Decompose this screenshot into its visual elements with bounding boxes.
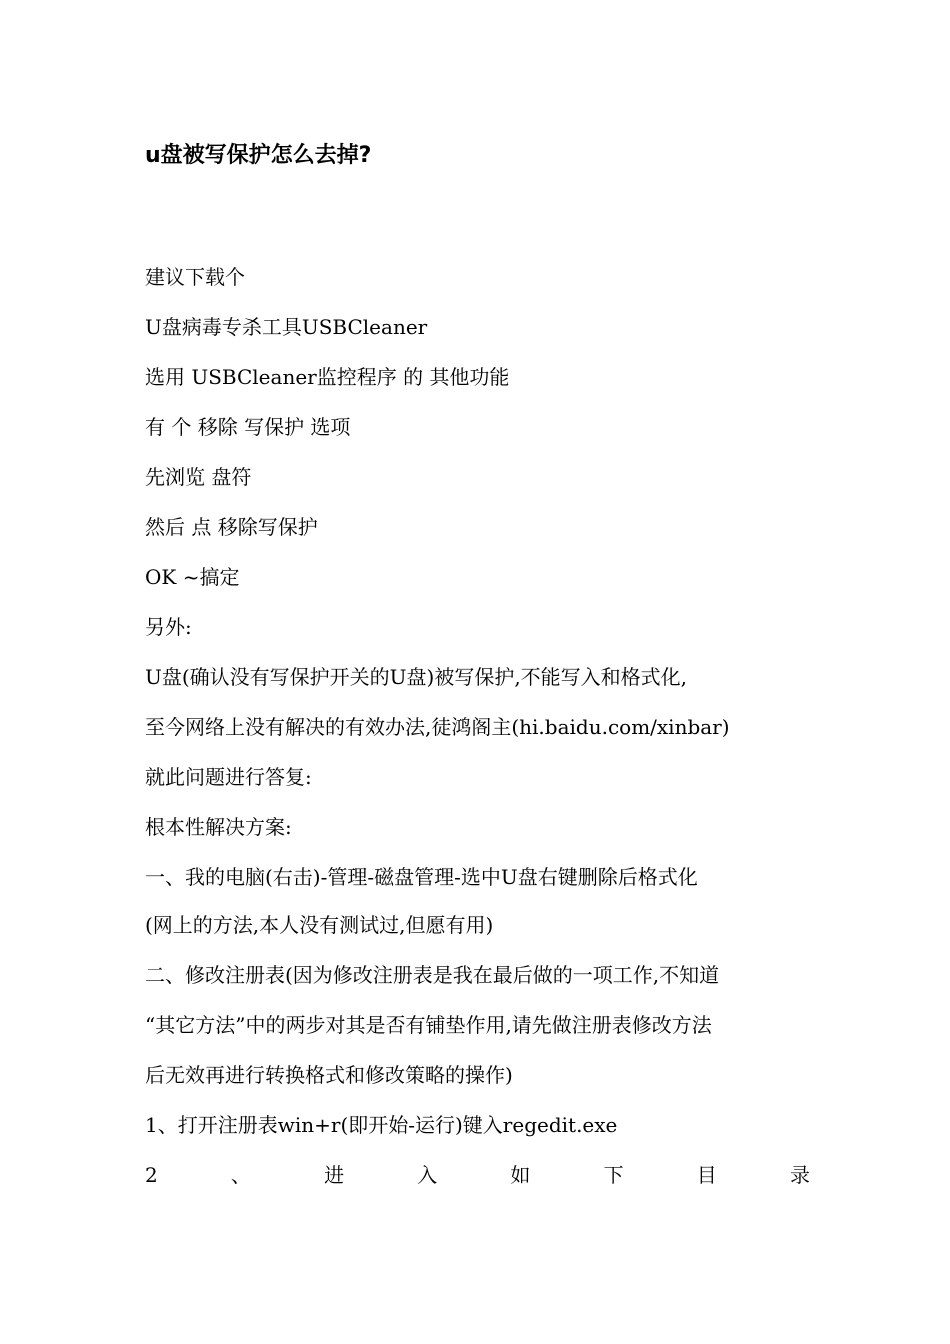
body-line-8: 另外: bbox=[145, 615, 192, 639]
body-line-11: 就此问题进行答复: bbox=[145, 765, 312, 789]
body-line-6: 然后 点 移除写保护 bbox=[145, 515, 318, 539]
body-line-9: U盘(确认没有写保护开关的U盘)被写保护,不能写入和格式化, bbox=[145, 665, 688, 689]
body-line-4: 有 个 移除 写保护 选项 bbox=[145, 415, 351, 439]
body-line-12: 根本性解决方案: bbox=[145, 815, 292, 839]
document-title: u盘被写保护怎么去掉? bbox=[145, 143, 372, 168]
line-19-part-6: 下 bbox=[603, 1163, 624, 1187]
body-line-15: 二、修改注册表(因为修改注册表是我在最后做的一项工作,不知道 bbox=[145, 963, 720, 987]
body-line-18: 1、打开注册表win+r(即开始-运行)键入regedit.exe bbox=[145, 1113, 618, 1137]
body-line-14: (网上的方法,本人没有测试过,但愿有用) bbox=[145, 913, 494, 937]
body-line-7: OK ~搞定 bbox=[145, 565, 240, 589]
body-line-19 bbox=[145, 1160, 810, 1190]
body-line-2: U盘病毒专杀工具USBCleaner bbox=[145, 315, 428, 339]
body-line-1: 建议下载个 bbox=[145, 265, 245, 289]
line-19-part-4: 入 bbox=[417, 1163, 438, 1187]
body-line-17: 后无效再进行转换格式和修改策略的操作) bbox=[145, 1063, 513, 1087]
body-line-5: 先浏览 盘符 bbox=[145, 465, 252, 489]
body-line-13: 一、我的电脑(右击)-管理-磁盘管理-选中U盘右键删除后格式化 bbox=[145, 865, 698, 889]
line-19-part-8: 录 bbox=[789, 1163, 810, 1187]
body-line-16: “其它方法”中的两步对其是否有铺垫作用,请先做注册表修改方法 bbox=[145, 1013, 712, 1037]
body-line-3: 选用 USBCleaner监控程序 的 其他功能 bbox=[145, 365, 510, 389]
line-19-part-5: 如 bbox=[510, 1163, 531, 1187]
line-19-part-1: 2 bbox=[145, 1163, 158, 1187]
body-line-10: 至今网络上没有解决的有效办法,徒鸿阁主(hi.baidu.com/xinbar) bbox=[145, 715, 730, 739]
line-19-part-2: 、 bbox=[230, 1163, 251, 1187]
line-19-part-3: 进 bbox=[324, 1163, 345, 1187]
line-19-part-7: 目 bbox=[696, 1163, 717, 1187]
